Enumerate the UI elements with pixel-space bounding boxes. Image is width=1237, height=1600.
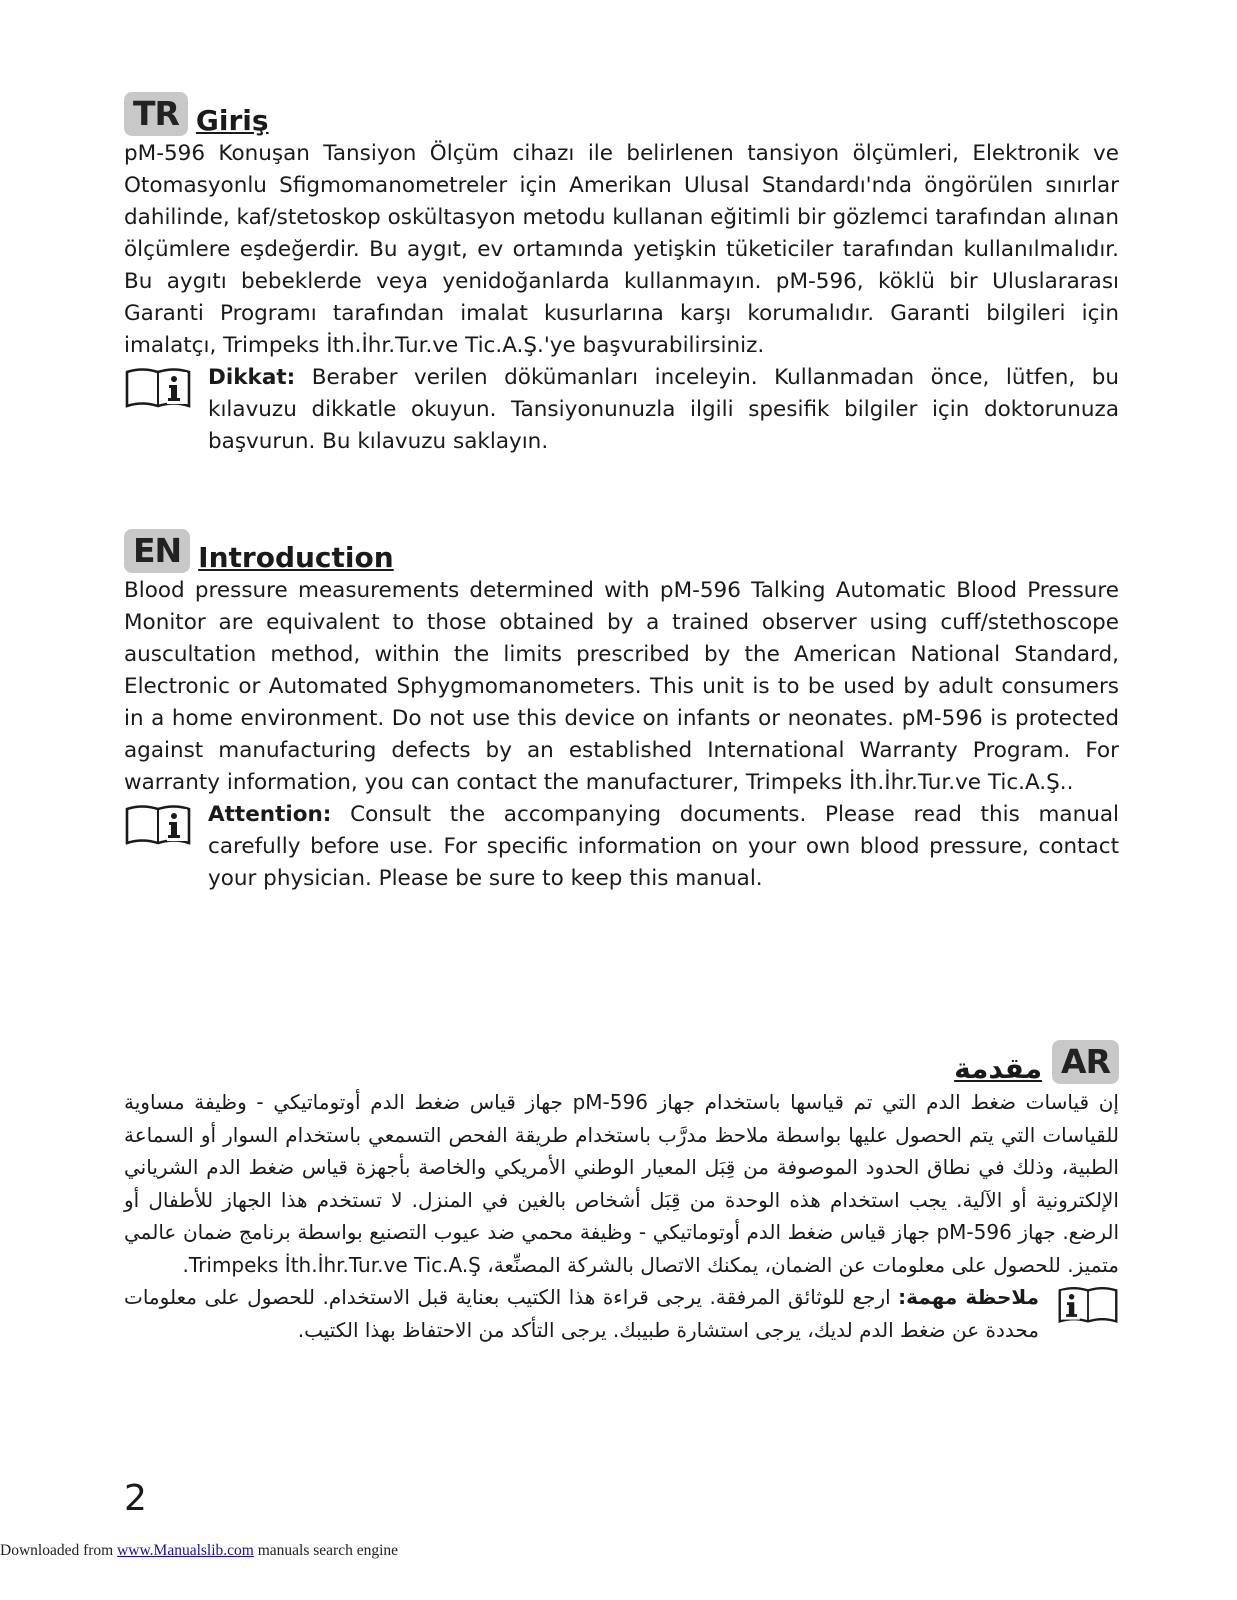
attention-note-text-ar [124, 1281, 1039, 1346]
manualslib-link[interactable]: www.Manualslib.com [117, 1542, 254, 1559]
attention-label-en: Attention: [208, 802, 332, 827]
section-body-tr: pM-596 Konuşan Tansiyon Ölçüm cihazı ile belirlenen tansiyon ölçümleri, Elektronik ve Otomasyonlu Sfigmomanometreler için Amerikan Ulusal Standardı'nda öngörülen sınırlar dahilinde, kaf/stetoskop oskültasyon metodu kullanan eğitimli bir gözlemci tarafından alınan ölçümlere eşdeğerdir. Bu aygıt, ev ortamında yetişkin tüketiciler tarafından kullanılmalıdır. Bu aygıtı bebeklerde veya yenidoğanlarda kullanmayın. pM-596, köklü bir Uluslararası Garanti Programı tarafından imalat kusurlarına karşı korumalıdır. Garanti bilgileri için imalatçı, Trimpeks İth.İhr.Tur.ve Tic.A.Ş.'ye başvurabilirsiniz. [124, 141, 1119, 358]
attention-note-tr [124, 362, 1119, 458]
manual-info-icon [1039, 1281, 1119, 1346]
language-badge-tr: TR [124, 92, 188, 136]
attention-label-ar: ملاحظة مهمة: [898, 1285, 1039, 1309]
attention-body-en: Consult the accompanying documents. Please read this manual carefully before use. For specific information on your own blood pressure, contact your physician. Please be sure to keep this manual. [208, 802, 1119, 891]
attention-note-ar [124, 1281, 1119, 1346]
footer-prefix: Downloaded from [0, 1542, 118, 1559]
manual-info-icon [124, 799, 208, 895]
page-number: 2 [124, 1478, 147, 1519]
attention-note-text-en [208, 799, 1119, 895]
attention-label-tr: Dikkat: [208, 365, 296, 390]
manual-info-icon [124, 362, 208, 458]
language-badge-en: EN [124, 529, 190, 573]
section-heading-en: Introduction [198, 541, 394, 574]
footer-suffix: manuals search engine [253, 1542, 399, 1559]
section-heading-ar: مقدمة [954, 1052, 1043, 1085]
section-ar [124, 1034, 1119, 1346]
attention-note-text-tr [208, 362, 1119, 458]
attention-body-tr: Beraber verilen dökümanları inceleyin. Kullanmadan önce, lütfen, bu kılavuzu dikkatle okuyun. Tansiyonunuzla ilgili spesifik bilgiler için doktorunuza başvurun. Bu kılavuzu saklayın. [208, 365, 1119, 454]
section-en [124, 523, 1119, 895]
section-tr [124, 86, 1119, 458]
section-body-en: Blood pressure measurements determined with pM-596 Talking Automatic Blood Pressure Monitor are equivalent to those obtained by a trained observer using cuff/stethoscope auscultation method, within the limits prescribed by the American National Standard, Electronic or Automated Sphygmomanometers. This unit is to be used by adult consumers in a home environment. Do not use this device on infants or neonates. pM-596 is protected against manufacturing defects by an established International Warranty Program. For warranty information, you can contact the manufacturer, Trimpeks İth.İhr.Tur.ve Tic.A.Ş.. [124, 578, 1119, 795]
attention-body-ar: ارجع للوثائق المرفقة. يرجى قراءة هذا الكتيب بعناية قبل الاستخدام. للحصول على معلومات محددة عن ضغط الدم لديك، يرجى استشارة طبيبك. يرجى التأكد من الاحتفاظ بهذا الكتيب. [124, 1285, 1039, 1342]
section-ar-header [124, 1034, 1119, 1084]
download-footer [0, 1542, 398, 1560]
section-tr-header [124, 86, 1119, 136]
attention-note-en [124, 799, 1119, 895]
language-badge-ar: AR [1052, 1040, 1119, 1084]
section-heading-tr: Giriş [195, 104, 269, 137]
section-body-ar: إن قياسات ضغط الدم التي تم قياسها باستخدام جهاز pM-596 جهاز قياس ضغط الدم أوتوماتيكي - وظيفة مساوية للقياسات التي يتم الحصول عليها بواسطة ملاحظ مدرَّب باستخدام طريقة الفحص التسمعي باستخدام السوار أو السماعة الطبية، وذلك في نطاق الحدود الموصوفة من قِبَل المعيار الوطني الأمريكي والخاصة بأجهزة قياس ضغط الدم الشرياني الإلكترونية أو الآلية. يجب استخدام هذه الوحدة من قِبَل أشخاص بالغين في المنزل. لا تستخدم هذا الجهاز للأطفال أو الرضع. جهاز pM-596 جهاز قياس ضغط الدم أوتوماتيكي - وظيفة محمي ضد عيوب التصنيع بواسطة برنامج ضمان عالمي متميز. للحصول على معلومات عن الضمان، يمكنك الاتصال بالشركة المصنِّعة، Trimpeks İth.İhr.Tur.ve Tic.A.Ş. [124, 1090, 1119, 1277]
section-en-header [124, 523, 1119, 573]
